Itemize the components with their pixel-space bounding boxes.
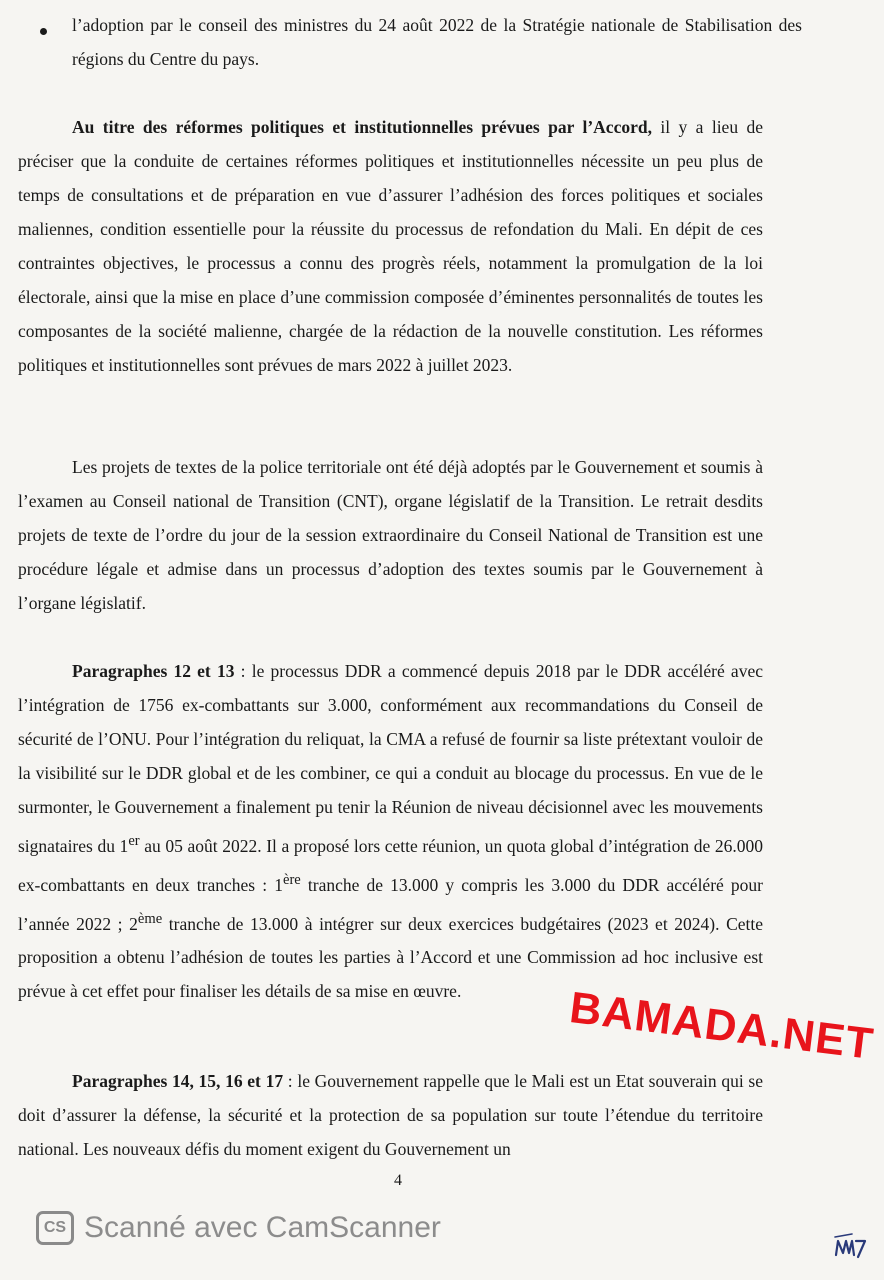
superscript-eme: ème	[137, 910, 163, 927]
paragraph-reformes-lead: Au titre des réformes politiques et institutionnelles prévues par l’Accord,	[72, 117, 652, 137]
superscript-er: er	[128, 833, 140, 849]
signature-initials-icon	[830, 1225, 870, 1265]
paragraph-12-13-body-a: : le processus DDR a commencé depuis 2018 par le DDR accéléré avec l’intégration de 1756 ex-combattants sur 3.000, conformément aux recommandations du Conseil de sécurité de l’ONU. Pour l’intégration du reliquat, la CMA a refusé de fournir sa liste prétextant vouloir de la visibilité sur le DDR global et de les combiner, ce qui a conduit au blocage du processus. En vue de le surmonter, le Gouvernement a finalement pu tenir la Réunion de niveau décisionnel avec les mouvements signataires du 1	[18, 661, 763, 856]
paragraph-12-13	[18, 654, 763, 1008]
paragraph-reformes-body: il y a lieu de préciser que la conduite de certaines réformes politiques et institutionnelles nécessite un peu plus de temps de consultations et de préparation en vue d’assurer l’adhésion des forces politiques et sociales maliennes, condition essentielle pour la réussite du processus de refondation du Mali. En dépit de ces contraintes objectives, le processus a connu des progrès réels, notamment la promulgation de la loi électorale, ainsi que la mise en place d’une commission composée d’éminentes personnalités de toutes les composantes de la société malienne, chargée de la rédaction de la nouvelle constitution. Les réformes politiques et institutionnelles sont prévues de mars 2022 à juillet 2023.	[18, 117, 763, 375]
paragraph-12-13-lead: Paragraphes 12 et 13	[72, 661, 235, 681]
paragraph-police	[18, 450, 763, 620]
page-number: 4	[394, 1172, 402, 1189]
camscanner-footer	[36, 1208, 441, 1248]
paragraph-14-17-lead: Paragraphes 14, 15, 16 et 17	[72, 1071, 284, 1091]
paragraph-14-17	[18, 1064, 763, 1166]
camscanner-text: Scanné avec CamScanner	[84, 1211, 441, 1244]
bullet-text: l’adoption par le conseil des ministres du 24 août 2022 de la Stratégie nationale de Stabilisation des régions du Centre du pays.	[72, 15, 802, 69]
paragraph-police-body: Les projets de textes de la police territoriale ont été déjà adoptés par le Gouvernement et soumis à l’examen au Conseil national de Transition (CNT), organe législatif de la Transition. Le retrait desdits projets de texte de l’ordre du jour de la session extraordinaire du Conseil National de Transition est une procédure légale et admise dans un processus d’adoption des textes soumis par le Gouvernement à l’organe législatif.	[18, 457, 763, 613]
camscanner-logo-icon: CS	[36, 1211, 74, 1245]
superscript-ere: ère	[282, 871, 301, 888]
paragraph-12-13-body-d: tranche de 13.000 à intégrer sur deux exercices budgétaires (2023 et 2024). Cette proposition a obtenu l’adhésion de toutes les parties à l’Accord et une Commission ad hoc inclusive est prévue à cet effet pour finaliser les détails de sa mise en œuvre.	[18, 913, 764, 1002]
paragraph-reformes	[18, 110, 763, 382]
paragraph-12-13-body-c: tranche de 13.000 y compris les 3.000 du DDR accéléré pour l’année 2022 ; 2	[18, 874, 763, 934]
paragraph-12-13-body-b: au 05 août 2022. Il a proposé lors cette réunion, un quota global d’intégration de 26.000 ex-combattants en deux tranches : 1	[18, 835, 763, 895]
paragraph-14-17-body: : le Gouvernement rappelle que le Mali est un Etat souverain qui se doit d’assurer la défense, la sécurité et la protection de sa population sur toute l’étendue du territoire national. Les nouveaux défis du moment exigent du Gouvernement un	[18, 1071, 763, 1159]
bullet-dot-icon	[40, 28, 47, 35]
bamada-watermark: BAMADA.NET	[567, 983, 877, 1069]
